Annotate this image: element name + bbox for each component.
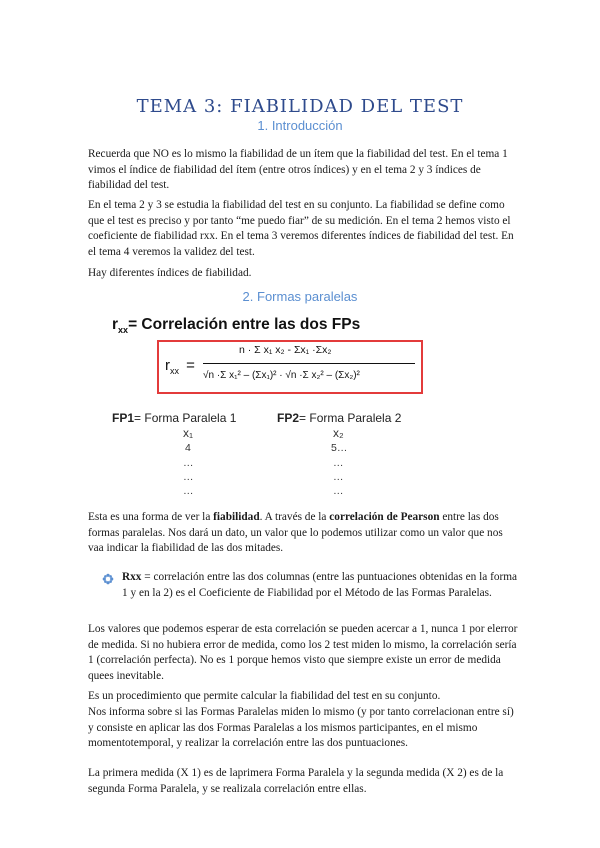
col2-value: … (333, 471, 344, 483)
fp1-label (112, 411, 236, 425)
col1-value: … (183, 457, 194, 469)
page-title: TEMA 3: FIABILIDAD DEL TEST (136, 96, 464, 118)
paragraph-intro-2: En el tema 2 y 3 se estudia la fiabilidad del test en su conjunto. La fiabilidad se define como que el test es preciso y por tanto “me puedo fiar” de su medición. En el tema 2 hemos visto el coeficiente de fiabilidad rxx. En el tema 3 veremos diferentes índices de fiabilidad del test. En el tema 4 veremos la validez del test. (88, 199, 514, 258)
flower-bullet-icon (102, 573, 114, 585)
pearson-text-a: Esta es una forma de ver la (88, 511, 214, 523)
formula-denominator: √n ·Σ x₁² – (Σx₁)² · √n ·Σ x₂² – (Σx₂)² (203, 370, 360, 381)
pearson-text-correlacion: correlación de Pearson (329, 511, 440, 523)
formula-heading-r: r (112, 316, 119, 333)
paragraph-intro-3: Hay diferentes índices de fiabilidad. (88, 267, 252, 279)
formula-lhs (165, 357, 195, 376)
paragraph-procedure-2: Nos informa sobre si las Formas Paralelas miden lo mismo (y por tanto correlacionan entre sí) y consiste en aplicar las dos Formas Paralelas a los mismos participantes, en el mismo momentotemporal, y realizar la correlación entre las dos puntuaciones. (88, 706, 514, 749)
fraction-bar (203, 363, 415, 364)
paragraph-values: Los valores que podemos esperar de esta correlación se pueden acercar a 1, nunca 1 por elerror de medida. Si no hubiera error de medida, como los 2 test miden lo mismo, la correlación sería 1 (correlación perfecta). No es 1 porque hemos visto que siempre existe un error de medida quees inevitable. (88, 623, 518, 682)
bullet-definition: = correlación entre las dos columnas (entre las puntuaciones obtenidas en la forma 1 y en la 2) es el Coeficiente de Fiabilidad por el Método de las Formas Paralelas. (122, 571, 518, 599)
col1-value: … (183, 471, 194, 483)
fp2-abbrev: FP2 (277, 411, 300, 425)
formula-heading-sub: xx (118, 325, 129, 336)
col1-value: … (183, 485, 194, 497)
paragraph-pearson (88, 510, 518, 557)
pearson-text-c: . A través de la (259, 511, 330, 523)
formula-heading-text: = Correlación entre las dos FPs (128, 316, 361, 333)
col1-header: x₁ (183, 426, 194, 440)
formula-lhs-r: r (165, 357, 170, 374)
section-heading-formas-paralelas: 2. Formas paralelas (242, 289, 358, 304)
col2-header: x₂ (333, 426, 344, 440)
paragraph-measures: La primera medida (X 1) es de laprimera Forma Paralela y la segunda medida (X 2) es de la segunda Forma Paralela, y se realizala correlación entre ellas. (88, 767, 504, 795)
col2-value: 5… (331, 442, 348, 454)
formula-equals: = (186, 357, 195, 374)
pearson-text-fiabilidad: fiabilidad (213, 511, 260, 523)
fp2-label (277, 411, 401, 425)
fp2-name: = Forma Paralela 2 (299, 411, 402, 425)
section-heading-introduccion: 1. Introducción (257, 118, 343, 133)
formula-numerator: n · Σ x₁ x₂ - Σx₁ ·Σx₂ (239, 344, 332, 356)
formula-heading (112, 316, 360, 335)
fp1-abbrev: FP1 (112, 411, 135, 425)
pearson-text-e: entre las dos formas paralelas. Nos dará un dato, un valor que lo podemos utilizar como un valor que nos vaa indicar la fiabilidad de las dos mitades. (88, 511, 503, 554)
col2-value: … (333, 457, 344, 469)
fp1-name: = Forma Paralela 1 (134, 411, 237, 425)
pearson-formula-box (157, 340, 423, 394)
col2-value: … (333, 485, 344, 497)
paragraph-intro-1: Recuerda que NO es lo mismo la fiabilidad de un ítem que la fiabilidad del test. En el tema 1 vimos el índice de fiabilidad del ítem (entre otros índices) y en el tema 2 y 3 índices de fiabilidad del test. (88, 148, 508, 191)
col1-value: 4 (185, 442, 191, 454)
formula-lhs-sub: xx (170, 366, 179, 376)
bullet-rxx (122, 570, 518, 601)
bullet-term: Rxx (122, 571, 142, 583)
paragraph-procedure-1: Es un procedimiento que permite calcular la fiabilidad del test en su conjunto. (88, 690, 441, 702)
